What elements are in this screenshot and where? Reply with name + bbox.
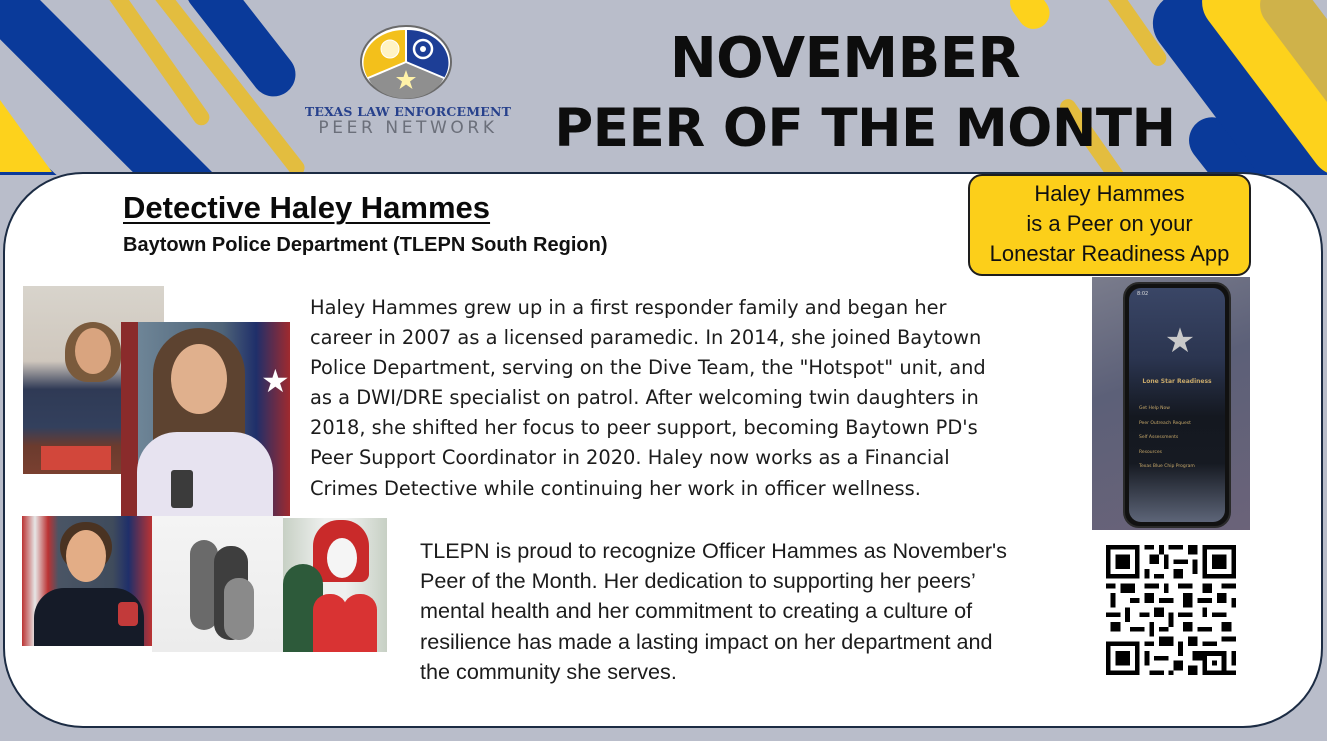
title-peer-of-the-month: PEER OF THE MONTH — [554, 98, 1176, 159]
decor-corner-yellow — [0, 100, 52, 172]
recognition-line: Peer of the Month. Her dedication to supporting her peers’ — [420, 568, 976, 594]
photo-santa — [283, 518, 387, 652]
person-face — [66, 530, 106, 582]
person-shirt — [137, 432, 273, 516]
star-badge-icon: ★ — [1164, 321, 1196, 361]
photo-family-bw — [152, 516, 283, 652]
recognition-line: the community she serves. — [420, 658, 677, 684]
honoree-department: Baytown Police Department (TLEPN South Region) — [123, 234, 608, 256]
child-figure — [343, 594, 377, 652]
phone-screen — [1129, 288, 1225, 522]
recognition-paragraph — [420, 536, 1080, 687]
santa-beard — [327, 538, 357, 578]
tlepn-tri-emblem-icon — [359, 24, 453, 100]
app-screenshot-phone — [1123, 282, 1231, 528]
app-menu — [1139, 402, 1195, 475]
bio-line: Police Department, serving on the Dive Team, the "Hotspot" unit, and — [310, 356, 986, 380]
qr-code-graphic — [1098, 540, 1244, 680]
org-name-line1: TEXAS LAW ENFORCEMENT — [304, 104, 512, 119]
header-banner — [0, 0, 1327, 175]
texas-star: ★ — [261, 362, 290, 400]
qr-code-icon — [1098, 540, 1244, 680]
org-name-line2: PEER NETWORK — [318, 118, 498, 138]
app-menu-item: Self Assessments — [1139, 435, 1179, 440]
recognition-line: TLEPN is proud to recognize Officer Hammes as November's — [420, 538, 1007, 563]
photo-badge-portrait — [121, 322, 290, 516]
red-folder — [41, 446, 111, 470]
bio-line: career in 2007 as a licensed paramedic. In 2014, she joined Baytown — [310, 326, 982, 350]
app-callout-box — [968, 174, 1251, 276]
badge-icon — [171, 470, 193, 508]
tlepn-logo — [292, 22, 524, 140]
status-time: 8:02 — [1137, 291, 1149, 297]
person-face — [75, 328, 111, 374]
recognition-line: mental health and her commitment to creating a culture of — [420, 598, 973, 624]
callout-line1: Haley Hammes — [1034, 181, 1185, 206]
bio-line: as a DWI/DRE specialist on patrol. After welcoming twin daughters in — [310, 386, 979, 410]
recognition-line: resilience has made a lasting impact on her department and — [420, 628, 993, 654]
photo-uniform-portrait — [22, 516, 152, 646]
app-menu-item: Get Help Now — [1139, 406, 1170, 411]
app-title: Lone Star Readiness — [1142, 378, 1212, 385]
person-figure — [224, 578, 254, 640]
bio-paragraph — [310, 293, 1070, 504]
shoulder-patch — [118, 602, 138, 626]
bio-line: 2018, she shifted her focus to peer support, becoming Baytown PD's — [310, 416, 978, 440]
title-month: NOVEMBER — [669, 26, 1021, 91]
child-figure — [313, 594, 347, 652]
app-menu-item: Peer Outreach Request — [1139, 420, 1191, 426]
person-face — [171, 344, 227, 414]
app-menu-item: Resources — [1139, 449, 1162, 455]
callout-line3: Lonestar Readiness App — [989, 241, 1230, 266]
app-menu-item: Texas Blue Chip Program — [1139, 464, 1195, 469]
bio-line: Crimes Detective while continuing her work in officer wellness. — [310, 476, 921, 500]
bio-line: Haley Hammes grew up in a first responder family and began her — [310, 296, 947, 319]
callout-line2: is a Peer on your — [1026, 211, 1193, 236]
honoree-name: Detective Haley Hammes — [123, 190, 491, 225]
bio-line: Peer Support Coordinator in 2020. Haley now works as a Financial — [310, 446, 950, 470]
